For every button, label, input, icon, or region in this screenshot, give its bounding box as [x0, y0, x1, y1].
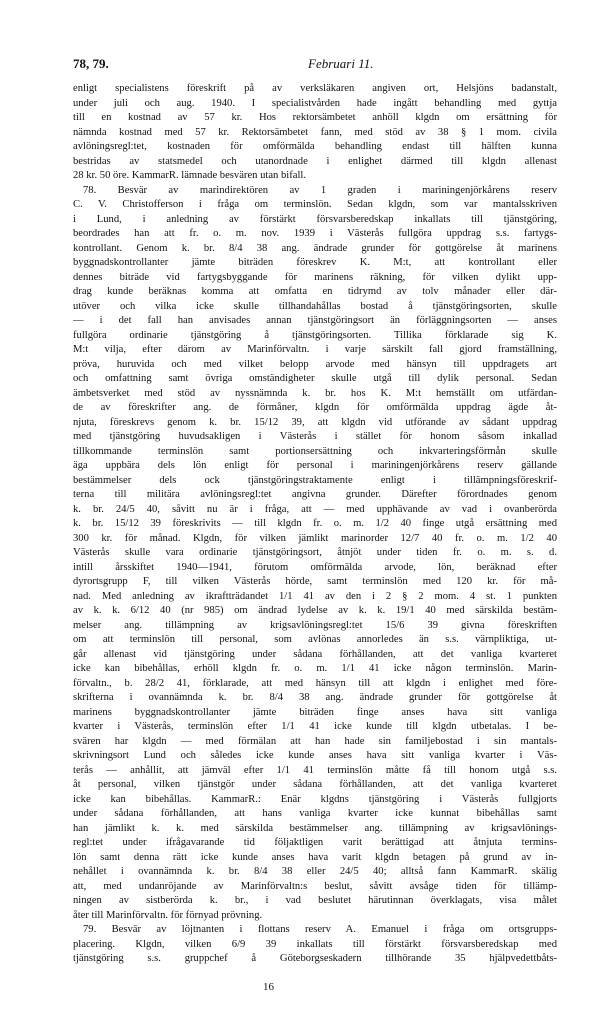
text-line: till en kostnad av 57 kr. Hos rektorsämbetet anhöll klgdn om ersättning för — [73, 112, 557, 123]
text-line: i Lund, i anledning av förstärkt försvarsberedskap inkallats till tjänstgöring, — [73, 213, 557, 225]
text-line: och omfattning samt övriga omständigheter skulle utgå till dylik personal. Sedan — [73, 373, 557, 384]
text-line: Västerås skulle vara ordinarie tjänstgöringsort, åtnjöt under tiden fr. o. m. s. d. — [73, 547, 557, 558]
text-line: k. br. 24/5 40, såvitt nu är i fråga, att — med upphävande av vad i ovanberörda — [73, 503, 557, 515]
text-line: enligt specialistens föreskrift på av verksläkaren angiven ort, Helsjöns badanstalt, — [73, 83, 557, 94]
text-line: kontrollant. Genom k. br. 8/4 38 ang. ändrade grunder för gottgörelse åt marinens — [73, 242, 557, 254]
text-line: nehållet i ovannämnda k. br. 8/4 38 eller 24/5 40; alltså fann KammarR. skälig — [73, 866, 557, 877]
text-line: — i det fall han anvisades annan tjänstgöringsort än förläggningsorten — anses — [73, 315, 557, 326]
text-line: 28 kr. 50 öre. KammarR. lämnade besvären utan bifall. — [73, 170, 306, 181]
text-line: drag kunde beräknas komma att omfatta en tidrymd av tolv månader eller där- — [73, 286, 557, 297]
text-line: 78. Besvär av marindirektören av 1 graden i mariningenjörkårens reserv — [83, 184, 557, 196]
text-line: utöver och vilka icke skulle tillhandahållas bostad å tjänstgöringsorten, skulle — [73, 300, 557, 312]
text-line: av k. k. 6/12 40 (nr 985) om ändrad lydelse av k. k. 19/1 40 med särskilda bestäm- — [73, 605, 557, 616]
text-line: bestämmelser dels ock tjänstgöringstraktamente enligt i tillämpningsföreskrif- — [73, 474, 557, 486]
text-line: njuta, föreskrevs genom k. br. 15/12 39, att klgdn vid utförande av sådant uppdrag — [73, 416, 557, 428]
text-line: intill årsskiftet 1940—1941, förutom omförmälda arvode, lön, beräknad efter — [73, 561, 557, 573]
folio-number: 16 — [263, 981, 274, 993]
text-line: åter till Marinförvaltn. för förnyad prövning. — [73, 909, 263, 921]
text-line: skrifterna i ovannämnda k. br. 8/4 38 ang. ändrade grunder för gottgörelse åt — [73, 692, 557, 703]
text-line: pröva, huruvida och med vilket belopp arvode med hänsyn till uppdragets art — [73, 358, 557, 370]
text-line: dyrortsgrupp F, till vilken Västerås hörde, samt terminslön med 120 kr. för må- — [73, 576, 557, 587]
text-line: med tjänstgöring huvudsakligen i Västerås i stället för honom såsom inkallad — [73, 431, 557, 442]
text-line: terna till militära avlöningsregl:tet angivna grunder. Därefter förordnades genom — [73, 489, 557, 500]
text-line: går allenast vid tjänstgöring under sådana förhållanden, att det vanliga kvarteret — [73, 648, 557, 660]
text-line: nad. Med anledning av ikraftträdandet 1/1 41 av den i 2 § 2 mom. 4 st. 1 punkten — [73, 590, 557, 602]
text-line: kvarter i Västerås, terminslön efter 1/1 41 icke kunde till klgdn utbetalas. I be- — [73, 721, 557, 732]
text-line: de av föreskrifter ang. de förmåner, klgdn för omförmälda uppdrag ägde åt- — [73, 402, 557, 413]
text-line: nämnda kostnad med 57 kr. Rektorsämbetet fann, med stöd av 38 § 1 mom. civila — [73, 126, 557, 138]
text-line: icke kan bibehållas. KammarR.: Enär klgdns tjänstgöring i Västerås fullgjorts — [73, 793, 557, 805]
text-line: tjänstgöring s.s. gruppchef å Göteborgseskadern tillhörande 35 hjälpvedettbåts- — [73, 953, 557, 964]
text-line: svären har klgdn — med förmälan att han hade sin familjebostad i sin mantals- — [73, 735, 557, 747]
running-title: Februari 11. — [308, 56, 374, 71]
text-line: om att terminslön till personal, som avlönas annorledes än s.s. värnpliktiga, ut- — [73, 634, 557, 645]
text-line: placering. Klgdn, vilken 6/9 39 inkallats till förstärkt försvarsberedskap med — [73, 938, 557, 950]
text-line: äga uppbära dels lön enligt för personal i mariningenjörkårens reserv gällande — [73, 460, 557, 471]
text-line: han jämlikt k. k. med särskilda bestämmelser ang. tillämpning av krigsavlönings- — [73, 822, 557, 834]
body-text — [73, 82, 557, 967]
text-line: ningen av sistberörda k. br., i vad beslutet härutinnan överklagats, visa målet — [73, 895, 557, 906]
document-page — [73, 38, 557, 964]
text-line: terås — anhållit, att jämväl efter 1/1 41 terminslön måtte få till honom utgå s.s. — [73, 764, 557, 776]
text-line: beordrades han att fr. o. m. nov. 1939 i Västerås fullgöra uppdrag s.s. fartygs- — [73, 228, 557, 239]
text-line: dennes biträde vid fartygsbyggande för marinens räkning, för vilken dylikt upp- — [73, 271, 557, 283]
text-line: M:t vilja, efter därom av Marinförvaltn. i varje särskilt fall gjord framställning, — [73, 344, 557, 355]
text-line: byggnadskontrollanter jämte biträden föreskrev K. M:t, att kontrollant eller — [73, 257, 557, 268]
text-line: melser ang. tillämpning av krigsavlöningsregl:tet 15/6 39 givna föreskriften — [73, 619, 557, 631]
text-line: lön samt denna rätt icke kunde anses hava varit klgdn betagen på grund av in- — [73, 851, 557, 863]
text-line: avlöningsregl:tet, kostnaden för omförmälda behandling endast till hälften kunna — [73, 141, 557, 152]
text-line: fullgöra ordinarie tjänstgöring å tjänstgöringsorten. Tillika förklarade sig K. — [73, 329, 557, 341]
text-line: under juli och aug. 1940. I specialistvården hade ingått behandling med gyttja — [73, 97, 557, 109]
text-line: 79. Besvär av löjtnanten i flottans reserv A. Emanuel i fråga om ortsgrupps- — [83, 924, 557, 935]
text-line: icke kan bibehållas, erhöll klgdn fr. o. m. 1/1 41 icke någon terminslön. Marin- — [73, 663, 557, 674]
text-line: bestridas av statsmedel och utanordnade i enlighet därmed till klgdn allenast — [73, 155, 557, 167]
text-line: tillkommande terminslön samt portionsersättning och inkvarteringsförmån skulle — [73, 445, 557, 457]
text-line: förvaltn., b. 28/2 41, förklarade, att med hänsyn till att klgdn i enlighet med före- — [73, 677, 557, 689]
text-line: regl:tet under ifrågavarande tid följaktligen varit berättigad att åtnjuta termins- — [73, 837, 557, 848]
page-header — [73, 38, 557, 71]
text-line: k. br. 15/12 39 föreskrivits — till klgdn fr. o. m. 1/2 40 finge utgå ersättning med — [73, 518, 557, 529]
text-line: skrivningsort Lund och således icke kunde anses hava sitt vanliga kvarter i Väs- — [73, 750, 557, 761]
text-line: ämbetsverket med stöd av nyssnämnda k. br. hos K. M:t hemställt om utfärdan- — [73, 387, 557, 399]
text-line: åt personal, vilken tjänstgör under sådana förhållanden, att det vanliga kvarteret — [73, 779, 557, 790]
text-line: C. V. Christofferson i fråga om terminslön. Sedan klgdn, som var mantalsskriven — [73, 199, 557, 210]
text-line: att, med undanröjande av Marinförvaltn:s beslut, såvitt avsåge tiden för tillämp- — [73, 880, 557, 892]
text-line: under sådana förhållanden, att hans vanliga kvarter icke kunnat bibehållas samt — [73, 808, 557, 819]
page-numbers: 78, 79. — [73, 56, 109, 71]
text-line: marinens byggnadskontrollanter jämte biträden finge anses hava sitt vanliga — [73, 706, 557, 718]
text-line: 300 kr. för månad. Klgdn, för vilken jämlikt marinorder 12/7 40 fr. o. m. 1/2 40 — [73, 532, 557, 544]
